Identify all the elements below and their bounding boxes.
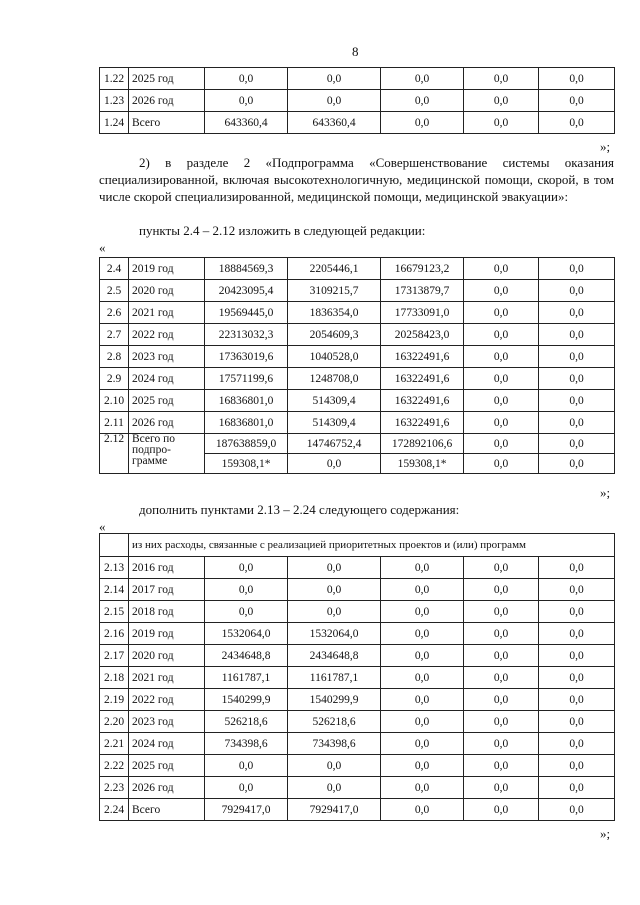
value-cell: 0,0 bbox=[464, 667, 539, 689]
row-label-cell: 2020 год bbox=[129, 645, 205, 667]
value-cell: 159308,1* bbox=[381, 454, 464, 474]
row-number-cell: 2.4 bbox=[100, 258, 129, 280]
table-row bbox=[100, 390, 615, 412]
value-cell: 18884569,3 bbox=[205, 258, 288, 280]
value-cell: 0,0 bbox=[464, 112, 539, 134]
value-cell: 0,0 bbox=[539, 755, 615, 777]
value-cell: 0,0 bbox=[539, 434, 615, 454]
value-cell: 0,0 bbox=[288, 579, 381, 601]
row-number-cell: 1.22 bbox=[100, 68, 129, 90]
table-row bbox=[100, 799, 615, 821]
value-cell: 1532064,0 bbox=[288, 623, 381, 645]
table-row bbox=[100, 755, 615, 777]
table-2 bbox=[99, 257, 615, 474]
value-cell: 0,0 bbox=[464, 390, 539, 412]
table-row bbox=[100, 557, 615, 579]
value-cell: 0,0 bbox=[464, 711, 539, 733]
value-cell: 22313032,3 bbox=[205, 324, 288, 346]
value-cell: 0,0 bbox=[288, 557, 381, 579]
value-cell: 0,0 bbox=[464, 68, 539, 90]
value-cell: 0,0 bbox=[539, 799, 615, 821]
row-number-cell: 2.22 bbox=[100, 755, 129, 777]
row-number-cell: 2.14 bbox=[100, 579, 129, 601]
row-label-cell: 2018 год bbox=[129, 601, 205, 623]
row-label-cell: 2022 год bbox=[129, 324, 205, 346]
row-label-cell: 2019 год bbox=[129, 623, 205, 645]
value-cell: 0,0 bbox=[464, 90, 539, 112]
row-number-cell: 2.20 bbox=[100, 711, 129, 733]
value-cell: 0,0 bbox=[539, 454, 615, 474]
value-cell: 0,0 bbox=[539, 412, 615, 434]
value-cell: 0,0 bbox=[381, 112, 464, 134]
value-cell: 1040528,0 bbox=[288, 346, 381, 368]
row-number-cell: 2.21 bbox=[100, 733, 129, 755]
value-cell: 0,0 bbox=[464, 412, 539, 434]
value-cell: 0,0 bbox=[464, 799, 539, 821]
value-cell: 16322491,6 bbox=[381, 412, 464, 434]
row-number-cell: 2.16 bbox=[100, 623, 129, 645]
row-label-cell: 2019 год bbox=[129, 258, 205, 280]
table-row bbox=[100, 623, 615, 645]
row-label-cell: 2026 год bbox=[129, 90, 205, 112]
row-label-cell: 2023 год bbox=[129, 711, 205, 733]
value-cell: 0,0 bbox=[205, 579, 288, 601]
value-cell: 0,0 bbox=[381, 601, 464, 623]
row-number-cell: 2.13 bbox=[100, 557, 129, 579]
row-label-cell: 2025 год bbox=[129, 68, 205, 90]
value-cell: 0,0 bbox=[381, 733, 464, 755]
value-cell: 19569445,0 bbox=[205, 302, 288, 324]
table-3-close-quote: »; bbox=[600, 826, 611, 841]
row-number-cell: 2.9 bbox=[100, 368, 129, 390]
table-row bbox=[100, 733, 615, 755]
value-cell: 0,0 bbox=[464, 645, 539, 667]
value-cell: 0,0 bbox=[381, 557, 464, 579]
value-cell: 643360,4 bbox=[288, 112, 381, 134]
row-number-cell: 2.17 bbox=[100, 645, 129, 667]
value-cell: 0,0 bbox=[464, 689, 539, 711]
value-cell: 7929417,0 bbox=[205, 799, 288, 821]
value-cell: 0,0 bbox=[464, 258, 539, 280]
row-number-cell: 1.24 bbox=[100, 112, 129, 134]
value-cell: 0,0 bbox=[288, 68, 381, 90]
row-label-cell: 2026 год bbox=[129, 412, 205, 434]
value-cell: 0,0 bbox=[464, 733, 539, 755]
value-cell: 0,0 bbox=[464, 557, 539, 579]
value-cell: 0,0 bbox=[539, 68, 615, 90]
value-cell: 0,0 bbox=[381, 689, 464, 711]
value-cell: 0,0 bbox=[539, 557, 615, 579]
value-cell: 0,0 bbox=[539, 324, 615, 346]
value-cell: 0,0 bbox=[205, 90, 288, 112]
value-cell: 0,0 bbox=[539, 258, 615, 280]
row-label-cell: 2025 год bbox=[129, 755, 205, 777]
value-cell: 0,0 bbox=[381, 579, 464, 601]
value-cell: 0,0 bbox=[464, 280, 539, 302]
value-cell: 0,0 bbox=[464, 324, 539, 346]
value-cell: 0,0 bbox=[381, 755, 464, 777]
value-cell: 0,0 bbox=[539, 623, 615, 645]
value-cell: 20423095,4 bbox=[205, 280, 288, 302]
value-cell: 17363019,6 bbox=[205, 346, 288, 368]
table-row bbox=[100, 280, 615, 302]
value-cell: 1540299,9 bbox=[205, 689, 288, 711]
table-row bbox=[100, 689, 615, 711]
value-cell: 0,0 bbox=[288, 90, 381, 112]
row-label-cell: 2020 год bbox=[129, 280, 205, 302]
row-number-cell: 2.24 bbox=[100, 799, 129, 821]
value-cell: 0,0 bbox=[539, 90, 615, 112]
row-number-cell: 2.5 bbox=[100, 280, 129, 302]
value-cell: 0,0 bbox=[539, 302, 615, 324]
row-label-cell: 2023 год bbox=[129, 346, 205, 368]
value-cell: 734398,6 bbox=[288, 733, 381, 755]
value-cell: 0,0 bbox=[288, 454, 381, 474]
row-label-cell: 2017 год bbox=[129, 579, 205, 601]
paragraph-section-2: 2) в разделе 2 «Подпрограмма «Совершенствование системы оказания специализированной, включая высокотехнологичную, медицинской помощи, скорой, в том числе скорой специализированной, медицинской помощи, медицинской эвакуации»: bbox=[99, 155, 614, 204]
value-cell: 0,0 bbox=[464, 579, 539, 601]
row-label-cell: 2021 год bbox=[129, 302, 205, 324]
paragraph-items-2-4-2-12: пункты 2.4 – 2.12 изложить в следующей редакции: bbox=[139, 223, 426, 238]
row-label-cell: 2021 год bbox=[129, 667, 205, 689]
row-number-cell: 2.15 bbox=[100, 601, 129, 623]
table-row bbox=[100, 579, 615, 601]
row-label-cell: 2024 год bbox=[129, 733, 205, 755]
table-3 bbox=[99, 533, 615, 821]
page-number: 8 bbox=[352, 44, 359, 59]
table-row bbox=[100, 667, 615, 689]
value-cell: 0,0 bbox=[381, 90, 464, 112]
table-row bbox=[100, 90, 615, 112]
table-row bbox=[100, 777, 615, 799]
table-row bbox=[100, 68, 615, 90]
value-cell: 0,0 bbox=[464, 755, 539, 777]
row-label-cell: 2024 год bbox=[129, 368, 205, 390]
paragraph-items-2-13-2-24: дополнить пунктами 2.13 – 2.24 следующего содержания: bbox=[139, 502, 460, 517]
row-number-cell: 2.11 bbox=[100, 412, 129, 434]
row-label-cell: Всего bbox=[129, 799, 205, 821]
value-cell: 17313879,7 bbox=[381, 280, 464, 302]
value-cell: 0,0 bbox=[539, 645, 615, 667]
value-cell: 0,0 bbox=[539, 579, 615, 601]
value-cell: 0,0 bbox=[539, 346, 615, 368]
value-cell: 734398,6 bbox=[205, 733, 288, 755]
table-row bbox=[100, 645, 615, 667]
row-number-cell: 2.10 bbox=[100, 390, 129, 412]
open-quote-1: « bbox=[99, 240, 106, 255]
value-cell: 2434648,8 bbox=[205, 645, 288, 667]
value-cell: 0,0 bbox=[539, 777, 615, 799]
value-cell: 0,0 bbox=[381, 799, 464, 821]
value-cell: 0,0 bbox=[205, 755, 288, 777]
table-row bbox=[100, 112, 615, 134]
value-cell: 0,0 bbox=[288, 777, 381, 799]
table-2-close-quote: »; bbox=[600, 485, 611, 500]
value-cell: 7929417,0 bbox=[288, 799, 381, 821]
row-number-cell: 2.6 bbox=[100, 302, 129, 324]
table-1-close-quote: »; bbox=[600, 139, 611, 154]
table-3-header: из них расходы, связанные с реализацией приоритетных проектов и (или) программ bbox=[129, 534, 615, 557]
table-row bbox=[100, 346, 615, 368]
value-cell: 0,0 bbox=[381, 667, 464, 689]
value-cell: 1532064,0 bbox=[205, 623, 288, 645]
row-label-cell: 2022 год bbox=[129, 689, 205, 711]
value-cell: 16322491,6 bbox=[381, 346, 464, 368]
row-number-cell: 2.23 bbox=[100, 777, 129, 799]
value-cell: 0,0 bbox=[539, 711, 615, 733]
row-label-cell: 2026 год bbox=[129, 777, 205, 799]
value-cell: 159308,1* bbox=[205, 454, 288, 474]
table-row bbox=[100, 711, 615, 733]
value-cell: 0,0 bbox=[539, 280, 615, 302]
value-cell: 0,0 bbox=[288, 755, 381, 777]
table-row bbox=[100, 368, 615, 390]
value-cell: 0,0 bbox=[539, 112, 615, 134]
open-quote-2: « bbox=[99, 519, 106, 534]
value-cell: 0,0 bbox=[381, 68, 464, 90]
value-cell: 0,0 bbox=[381, 623, 464, 645]
row-label-cell: 2025 год bbox=[129, 390, 205, 412]
row-number-cell: 2.12 bbox=[100, 434, 129, 474]
value-cell: 526218,6 bbox=[288, 711, 381, 733]
value-cell: 20258423,0 bbox=[381, 324, 464, 346]
value-cell: 0,0 bbox=[539, 733, 615, 755]
table-row bbox=[100, 324, 615, 346]
value-cell: 1161787,1 bbox=[205, 667, 288, 689]
value-cell: 0,0 bbox=[464, 302, 539, 324]
value-cell: 526218,6 bbox=[205, 711, 288, 733]
table-row-total bbox=[100, 434, 615, 454]
value-cell: 2205446,1 bbox=[288, 258, 381, 280]
value-cell: 0,0 bbox=[381, 777, 464, 799]
value-cell: 0,0 bbox=[288, 601, 381, 623]
value-cell: 0,0 bbox=[205, 68, 288, 90]
value-cell: 0,0 bbox=[381, 645, 464, 667]
value-cell: 0,0 bbox=[539, 667, 615, 689]
value-cell: 514309,4 bbox=[288, 390, 381, 412]
table-header-row bbox=[100, 534, 615, 557]
value-cell: 1540299,9 bbox=[288, 689, 381, 711]
row-number-cell: 2.8 bbox=[100, 346, 129, 368]
value-cell: 16836801,0 bbox=[205, 390, 288, 412]
value-cell: 0,0 bbox=[464, 623, 539, 645]
table-row bbox=[100, 302, 615, 324]
value-cell: 16836801,0 bbox=[205, 412, 288, 434]
value-cell: 2054609,3 bbox=[288, 324, 381, 346]
value-cell: 514309,4 bbox=[288, 412, 381, 434]
value-cell: 0,0 bbox=[205, 557, 288, 579]
value-cell: 16679123,2 bbox=[381, 258, 464, 280]
value-cell: 643360,4 bbox=[205, 112, 288, 134]
value-cell: 3109215,7 bbox=[288, 280, 381, 302]
value-cell: 0,0 bbox=[381, 711, 464, 733]
value-cell: 16322491,6 bbox=[381, 390, 464, 412]
table-1 bbox=[99, 67, 615, 134]
row-label-cell: 2016 год bbox=[129, 557, 205, 579]
value-cell: 0,0 bbox=[539, 601, 615, 623]
value-cell: 0,0 bbox=[205, 777, 288, 799]
value-cell: 0,0 bbox=[539, 689, 615, 711]
value-cell: 187638859,0 bbox=[205, 434, 288, 454]
table-row bbox=[100, 258, 615, 280]
value-cell: 0,0 bbox=[464, 368, 539, 390]
empty-cell bbox=[100, 534, 129, 557]
value-cell: 0,0 bbox=[464, 601, 539, 623]
row-number-cell: 2.18 bbox=[100, 667, 129, 689]
value-cell: 0,0 bbox=[464, 434, 539, 454]
table-row bbox=[100, 412, 615, 434]
value-cell: 0,0 bbox=[539, 368, 615, 390]
value-cell: 1161787,1 bbox=[288, 667, 381, 689]
value-cell: 0,0 bbox=[464, 346, 539, 368]
value-cell: 1248708,0 bbox=[288, 368, 381, 390]
value-cell: 0,0 bbox=[539, 390, 615, 412]
value-cell: 0,0 bbox=[464, 777, 539, 799]
value-cell: 172892106,6 bbox=[381, 434, 464, 454]
row-label-cell: Всего по подпро-грамме bbox=[129, 434, 205, 474]
table-row bbox=[100, 601, 615, 623]
value-cell: 0,0 bbox=[205, 601, 288, 623]
value-cell: 2434648,8 bbox=[288, 645, 381, 667]
row-label-cell: Всего bbox=[129, 112, 205, 134]
value-cell: 1836354,0 bbox=[288, 302, 381, 324]
row-number-cell: 2.7 bbox=[100, 324, 129, 346]
value-cell: 14746752,4 bbox=[288, 434, 381, 454]
value-cell: 17571199,6 bbox=[205, 368, 288, 390]
value-cell: 17733091,0 bbox=[381, 302, 464, 324]
row-number-cell: 2.19 bbox=[100, 689, 129, 711]
value-cell: 0,0 bbox=[464, 454, 539, 474]
value-cell: 16322491,6 bbox=[381, 368, 464, 390]
row-number-cell: 1.23 bbox=[100, 90, 129, 112]
